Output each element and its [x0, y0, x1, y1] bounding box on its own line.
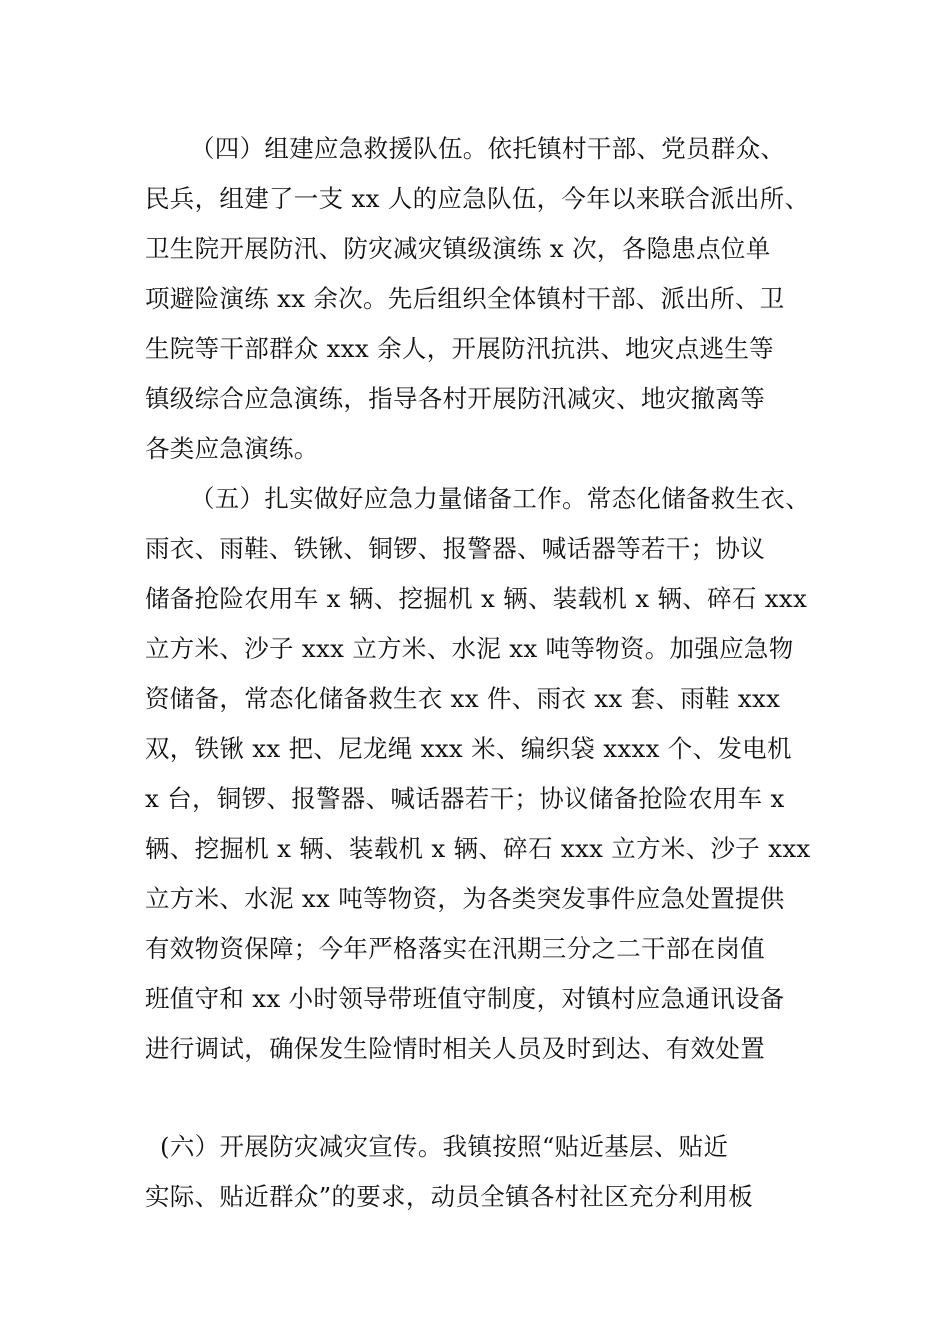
- section-6-line-1: (六）开展防灾减灾宣传。我镇按照“贴近基层、贴近: [160, 1132, 729, 1161]
- section-5-line-6: 双，铁锹 xx 把、尼龙绳 xxx 米、编织袋 xxxx 个、发电机: [145, 734, 792, 763]
- section-5-line-1: （五）扎实做好应急力量储备工作。常态化储备救生衣、: [190, 484, 810, 513]
- section-5-line-11: 班值守和 xx 小时领导带班值守制度，对镇村应急通讯设备: [145, 984, 785, 1013]
- section-5-line-8: 辆、挖掘机 x 辆、装载机 x 辆、碎石 xxx 立方米、沙子 xxx: [145, 834, 811, 863]
- section-5-line-10: 有效物资保障；今年严格落实在汛期三分之二干部在岗值: [145, 934, 765, 963]
- section-5-line-12: 进行调试，确保发生险情时相关人员及时到达、有效处置: [145, 1034, 765, 1063]
- section-4-line-2: 民兵，组建了一支 xx 人的应急队伍，今年以来联合派出所、: [145, 184, 810, 213]
- section-5-line-4: 立方米、沙子 xxx 立方米、水泥 xx 吨等物资。加强应急物: [145, 634, 794, 663]
- section-5-line-3: 储备抢险农用车 x 辆、挖掘机 x 辆、装载机 x 辆、碎石 xxx: [145, 584, 808, 613]
- section-5-line-2: 雨衣、雨鞋、铁锹、铜锣、报警器、喊话器等若干；协议: [145, 534, 765, 563]
- section-4-line-6: 镇级综合应急演练，指导各村开展防汛减灾、地灾撤离等: [145, 384, 765, 413]
- section-5-line-9: 立方米、水泥 xx 吨等物资，为各类突发事件应急处置提供: [145, 884, 785, 913]
- section-5-line-7: x 台，铜锣、报警器、喊话器若干；协议储备抢险农用车 x: [145, 784, 785, 813]
- section-4-line-1: （四）组建应急救援队伍。依托镇村干部、党员群众、: [190, 134, 786, 163]
- section-4-line-5: 生院等干部群众 xxx 余人，开展防汛抗洪、地灾点逃生等: [145, 334, 774, 363]
- section-4-line-3: 卫生院开展防汛、防灾减灾镇级演练 x 次，各隐患点位单: [145, 234, 771, 263]
- section-6-line-2: 实际、贴近群众”的要求，动员全镇各村社区充分利用板: [145, 1182, 754, 1211]
- section-4-line-7: 各类应急演练。: [145, 434, 319, 463]
- section-4-line-4: 项避险演练 xx 余次。先后组织全体镇村干部、派出所、卫: [145, 284, 785, 313]
- section-5-line-5: 资储备，常态化储备救生衣 xx 件、雨衣 xx 套、雨鞋 xxx: [145, 684, 781, 713]
